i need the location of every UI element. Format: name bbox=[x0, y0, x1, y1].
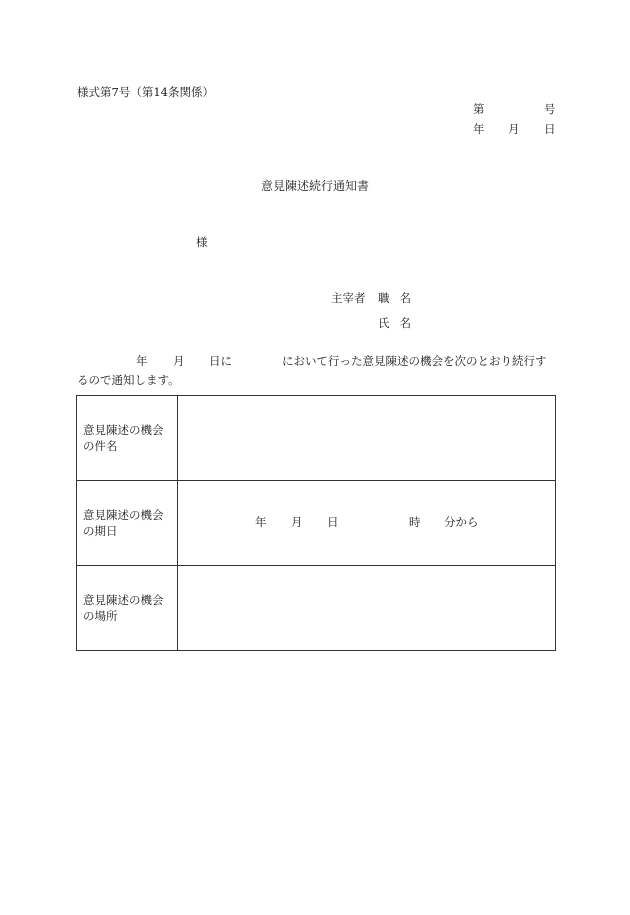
place-label-line-1: 意見陳述の機会 bbox=[83, 593, 164, 607]
body-text-line-1: において行った意見陳述の機会を次のとおり続行す bbox=[282, 354, 547, 368]
place-label bbox=[77, 566, 178, 651]
meeting-hour-label: 時 bbox=[409, 515, 421, 529]
body-month-label: 月 bbox=[173, 354, 185, 368]
form-number: 様式第7号（第14条関係） bbox=[77, 85, 214, 99]
document-title: 意見陳述続行通知書 bbox=[260, 179, 369, 193]
recipient-honorific: 様 bbox=[196, 235, 208, 249]
date-label-line-2: の期日 bbox=[83, 524, 118, 538]
body-text-line-2: るので通知します。 bbox=[77, 373, 180, 387]
meeting-day-label: 日 bbox=[327, 515, 339, 529]
date-label-line-1: 意見陳述の機会 bbox=[83, 508, 164, 522]
sender-name-label: 氏名 bbox=[378, 316, 421, 330]
meeting-month-label: 月 bbox=[291, 515, 303, 529]
meeting-minute-label: 分から bbox=[444, 515, 479, 529]
date-value-cell bbox=[178, 481, 556, 566]
issue-date-year-label: 年 bbox=[473, 122, 485, 136]
table-row-subject bbox=[77, 396, 556, 481]
details-table bbox=[76, 395, 556, 651]
document-number-prefix: 第 bbox=[473, 102, 485, 116]
table-row-place bbox=[77, 566, 556, 651]
place-value-cell bbox=[178, 566, 556, 651]
subject-label-line-1: 意見陳述の機会 bbox=[83, 423, 164, 437]
issue-date-day-label: 日 bbox=[544, 122, 556, 136]
subject-label bbox=[77, 396, 178, 481]
sender-role: 主宰者 bbox=[331, 291, 366, 305]
issue-date-month-label: 月 bbox=[508, 122, 520, 136]
sender-title-label: 職名 bbox=[378, 291, 421, 305]
table-row-date bbox=[77, 481, 556, 566]
body-year-label: 年 bbox=[136, 354, 148, 368]
document-number-suffix: 号 bbox=[544, 102, 556, 116]
place-label-line-2: の場所 bbox=[83, 609, 118, 623]
subject-label-line-2: の件名 bbox=[83, 439, 118, 453]
meeting-year-label: 年 bbox=[255, 515, 267, 529]
subject-value-cell bbox=[178, 396, 556, 481]
body-day-label: 日に bbox=[209, 354, 232, 368]
date-label bbox=[77, 481, 178, 566]
